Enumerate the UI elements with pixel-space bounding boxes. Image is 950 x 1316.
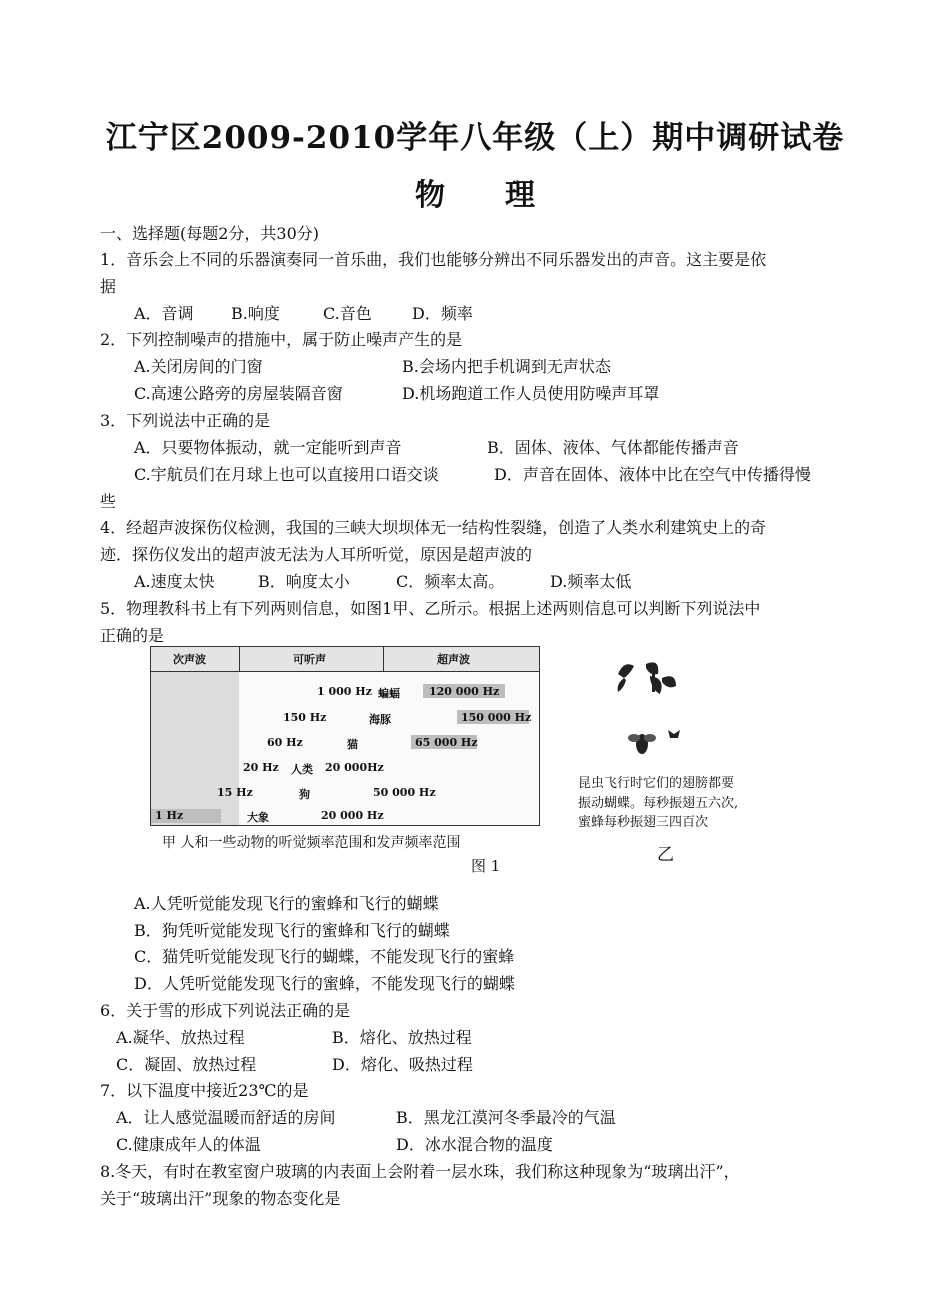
q2-stem: 2．下列控制噪声的措施中，属于防止噪声产生的是	[100, 330, 463, 349]
dog-high-freq: 50 000 Hz	[373, 786, 436, 799]
q5-stem-wrap: 正确的是	[100, 626, 165, 645]
q3-option-b: B．固体、液体、气体都能传播声音	[487, 438, 739, 457]
subject-title: 物 理	[415, 178, 535, 213]
q3-option-a: A．只要物体振动，就一定能听到声音	[134, 438, 402, 457]
q2-option-b: B.会场内把手机调到无声状态	[402, 357, 611, 376]
q4-option-c: C．频率太高。	[396, 572, 505, 591]
q3-option-d-wrap: 些	[100, 492, 117, 511]
q2-option-d: D.机场跑道工作人员使用防噪声耳罩	[402, 384, 660, 403]
q1-option-c: C.音色	[323, 304, 372, 323]
human-low-freq: 20 Hz	[243, 761, 279, 774]
dolphin-high-freq: 150 000 Hz	[461, 711, 532, 724]
dolphin-low-freq: 150 Hz	[283, 711, 327, 724]
q7-option-b: B．黑龙江漠河冬季最冷的气温	[396, 1108, 616, 1127]
q4-stem: 4．经超声波探伤仪检测，我国的三峡大坝坝体无一结构性裂缝，创造了人类水利建筑史上的奇	[100, 518, 767, 537]
figure-label-yi: 乙	[657, 845, 674, 865]
insect-info-line2: 振动蝴蝶。每秒振翅五六次,	[578, 796, 739, 811]
q6-option-a: A.凝华、放热过程	[116, 1028, 245, 1047]
q5-stem: 5．物理教科书上有下列两则信息，如图1甲、乙所示。根据上述两则信息可以判断下列说法中	[100, 599, 761, 618]
dog-low-freq: 15 Hz	[217, 786, 253, 799]
butterfly-icon	[618, 662, 676, 694]
q7-option-d: D．冰水混合物的温度	[396, 1135, 553, 1154]
q1-option-b: B.响度	[231, 304, 280, 323]
header-divider	[383, 647, 384, 671]
q8-stem: 8.冬天，有时在教室窗户玻璃的内表面上会附着一层水珠，我们称这种现象为“玻璃出汗”，	[100, 1162, 740, 1181]
q5-option-b: B．狗凭听觉能发现飞行的蜜蜂和飞行的蝴蝶	[134, 921, 450, 940]
q7-stem: 7．以下温度中接近23℃的是	[100, 1081, 309, 1100]
cat-label: 猫	[347, 738, 358, 751]
cat-high-freq: 65 000 Hz	[415, 736, 478, 749]
q1-stem: 1．音乐会上不同的乐器演奏同一首乐曲，我们也能够分辨出不同乐器发出的声音。这主要是依	[100, 250, 767, 269]
elephant-high-freq: 20 000 Hz	[321, 809, 384, 822]
bat-low-freq: 1 000 Hz	[317, 685, 372, 698]
dolphin-label: 海豚	[369, 713, 391, 726]
cat-low-freq: 60 Hz	[267, 736, 303, 749]
q6-option-d: D．熔化、吸热过程	[332, 1055, 473, 1074]
q7-option-a: A．让人感觉温暖而舒适的房间	[116, 1108, 336, 1127]
header-audible: 可听声	[293, 653, 326, 666]
figure-header-row	[151, 647, 539, 672]
q1-option-a: A．音调	[134, 304, 194, 323]
dog-label: 狗	[299, 788, 310, 801]
human-label: 人类	[291, 763, 313, 776]
section-heading: 一、选择题(每题2分，共30分)	[100, 224, 320, 243]
elephant-low-freq: 1 Hz	[155, 809, 184, 822]
elephant-label: 大象	[247, 811, 269, 824]
q1-option-d: D．频率	[412, 304, 473, 323]
figure-caption-jia: 甲 人和一些动物的听觉频率范围和发声频率范围	[162, 835, 461, 851]
bat-high-freq: 120 000 Hz	[429, 685, 500, 698]
q3-option-c: C.宇航员们在月球上也可以直接用口语交谈	[134, 465, 439, 484]
frequency-range-figure	[150, 646, 540, 826]
q5-option-a: A.人凭听觉能发现飞行的蜜蜂和飞行的蝴蝶	[134, 894, 439, 913]
page-title: 江宁区2009-2010学年八年级（上）期中调研试卷	[105, 120, 845, 156]
figure-label: 图 1	[471, 857, 501, 875]
q6-stem: 6．关于雪的形成下列说法正确的是	[100, 1001, 351, 1020]
q4-stem-wrap: 迹．探伤仪发出的超声波无法为人耳所听觉，原因是超声波的	[100, 545, 533, 564]
q7-option-c: C.健康成年人的体温	[116, 1135, 261, 1154]
q4-option-d: D.频率太低	[550, 572, 632, 591]
q2-option-c: C.高速公路旁的房屋装隔音窗	[134, 384, 343, 403]
insect-info-line3: 蜜蜂每秒振翅三四百次	[578, 815, 709, 830]
q6-option-b: B．熔化、放热过程	[332, 1028, 472, 1047]
q3-option-d: D．声音在固体、液体中比在空气中传播得慢	[494, 465, 811, 484]
header-divider	[239, 647, 240, 671]
q5-option-c: C．猫凭听觉能发现飞行的蝴蝶，不能发现飞行的蜜蜂	[134, 947, 515, 966]
header-infrasound: 次声波	[173, 653, 206, 666]
header-ultrasound: 超声波	[437, 653, 470, 666]
infrasound-region	[151, 671, 239, 825]
insect-illustration	[610, 652, 700, 772]
q4-option-a: A.速度太快	[134, 572, 215, 591]
bee-icon	[628, 730, 680, 754]
q5-option-d: D．人凭听觉能发现飞行的蜜蜂，不能发现飞行的蝴蝶	[134, 974, 515, 993]
q1-stem-wrap: 据	[100, 277, 117, 296]
human-high-freq: 20 000Hz	[325, 761, 384, 774]
q4-option-b: B．响度太小	[258, 572, 350, 591]
q6-option-c: C．凝固、放热过程	[116, 1055, 257, 1074]
q2-option-a: A.关闭房间的门窗	[134, 357, 263, 376]
q8-stem-wrap: 关于“玻璃出汗”现象的物态变化是	[100, 1189, 341, 1208]
insect-info-line1: 昆虫飞行时它们的翅膀都要	[578, 776, 735, 791]
q3-stem: 3．下列说法中正确的是	[100, 411, 271, 430]
bat-label: 蝙蝠	[378, 687, 400, 700]
